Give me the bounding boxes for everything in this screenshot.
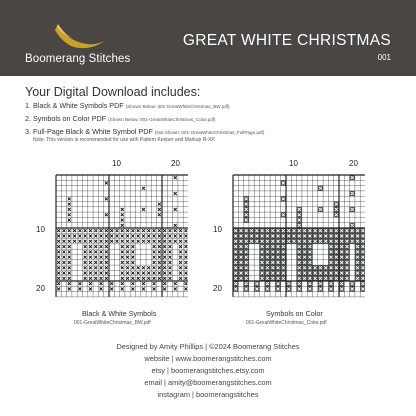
download-item-1 [25, 101, 230, 110]
header-banner [0, 0, 416, 76]
item-label: 2. Symbols on Color PDF [25, 114, 107, 123]
boomerang-logo-icon [0, 0, 120, 56]
bw-chart-caption: Black & White Symbols [82, 309, 157, 318]
col-tick-20: 20 [171, 159, 180, 168]
note-text: Note: This version is recommended for use with Pattern Keeper and Markup R-XP. [33, 137, 216, 143]
row-tick-10: 10 [213, 225, 222, 234]
intro-heading: Your Digital Download includes: [25, 85, 201, 99]
etsy-link[interactable]: etsy | boomerangstitches.etsy.com [151, 366, 265, 375]
bw-symbol-chart [54, 173, 188, 298]
col-tick-10: 10 [289, 159, 298, 168]
page-title: GREAT WHITE CHRISTMAS [182, 32, 391, 49]
bw-chart-file: 001-GreatWhiteChristmas_BW.pdf [74, 320, 151, 326]
download-item-3 [25, 127, 264, 136]
item-detail: (Shown Below: 001-GreatWhiteChristmas_BW.pdf) [125, 104, 230, 109]
email-link[interactable]: email | amity@boomerangstitches.com [144, 378, 272, 387]
website-link[interactable]: website | www.boomerangstitches.com [144, 354, 272, 363]
col-tick-20: 20 [349, 159, 358, 168]
item-detail: (Shown Below: 001-GreatWhiteChristmas_Color.pdf) [108, 117, 216, 122]
color-chart-caption: Symbols on Color [266, 309, 323, 318]
item-detail: (Not Shown: 001-GreatWhiteChristmas_FullPage.pdf) [154, 130, 265, 135]
item-label: 1. Black & White Symbols PDF [25, 101, 124, 110]
row-tick-20: 20 [213, 284, 222, 293]
brand-name: Boomerang Stitches [25, 53, 131, 65]
color-symbol-chart [231, 173, 365, 298]
designer-credit: Designed by Amity Phillips | ©2024 Boomerang Stitches [116, 342, 300, 351]
pattern-code: 001 [377, 53, 391, 62]
col-tick-10: 10 [112, 159, 121, 168]
item-label: 3. Full-Page Black & White Symbol PDF [25, 127, 153, 136]
row-tick-10: 10 [36, 225, 45, 234]
color-chart-file: 001-GreatWhiteChristmas_Color.pdf [246, 320, 327, 326]
instagram-link[interactable]: instagram | boomerangstitches [157, 390, 259, 399]
download-item-2 [25, 114, 216, 123]
row-tick-20: 20 [36, 284, 45, 293]
